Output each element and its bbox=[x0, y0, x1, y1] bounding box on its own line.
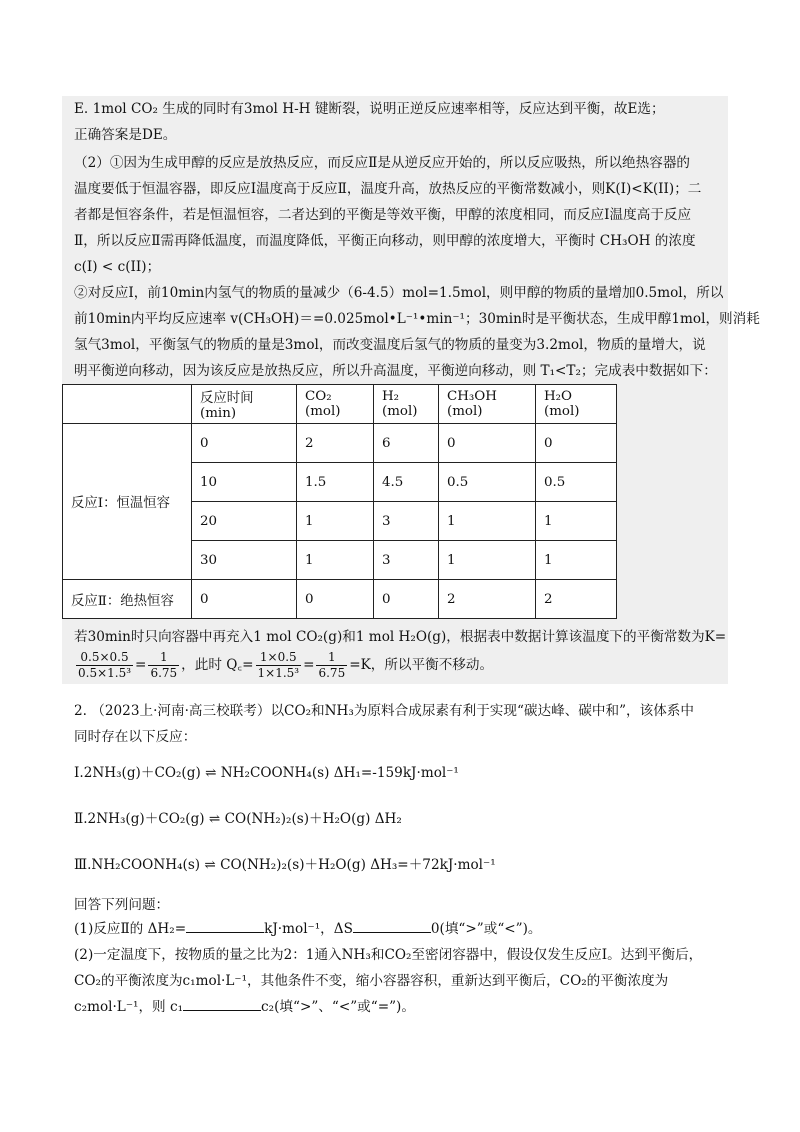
table-header-cell bbox=[63, 385, 192, 424]
table-header-row bbox=[63, 385, 617, 424]
table-cell: 2 bbox=[297, 424, 374, 463]
answer-blank[interactable] bbox=[353, 920, 431, 933]
table-row bbox=[63, 580, 617, 619]
table-cell: 1 bbox=[297, 541, 374, 580]
fraction-k: $\frac{0.5\times 0.5}{\text{0.5×1.5³}}$ bbox=[78, 650, 132, 680]
equilibrium-formula: $\frac{0.5\times 0.5}{\text{0.5×1.5³}}$ = $\frac{1}{6.75}$ ，此时 Q꜀= $\frac{1\times 0.5}{\text{1×1.5³}}$ = $\frac{1}{6.75}$ =K，所以平衡不移动。 bbox=[78, 650, 494, 680]
explanation-line: （2）①因为生成甲醇的反应是放热反应，而反应Ⅱ是从逆反应开始的，所以反应吸热，所以绝热容器的 bbox=[74, 155, 691, 171]
explanation-line: c(I) < c(II)； bbox=[74, 259, 161, 275]
table-header-cell: H₂ (mol) bbox=[374, 385, 439, 424]
table-cell: 0 bbox=[536, 424, 617, 463]
table-cell: 3 bbox=[374, 541, 439, 580]
explanation-line: 明平衡逆向移动，因为该反应是放热反应，所以升高温度，平衡逆向移动，则 T₁<T₂；完成表中数据如下： bbox=[74, 363, 717, 379]
explanation-line: 氢气3mol，平衡氢气的物质的量是3mol，而改变温度后氢气的物质的量变为3.2mol，物质的量增大，说 bbox=[74, 337, 706, 353]
table-cell: 1 bbox=[536, 502, 617, 541]
table-cell: 1.5 bbox=[297, 463, 374, 502]
table-cell: 0.5 bbox=[536, 463, 617, 502]
table-cell: 30 bbox=[192, 541, 297, 580]
table-row bbox=[63, 424, 617, 463]
subquestion-1: (1)反应Ⅱ的 ΔH₂= kJ·mol⁻¹，ΔS 0(填“>”或“<”)。 bbox=[74, 921, 542, 937]
explanation-line: Ⅱ，所以反应Ⅱ需再降低温度，而温度降低，平衡正向移动，则甲醇的浓度增大，平衡时 CH₃OH 的浓度 bbox=[74, 233, 696, 249]
table-cell: 0 bbox=[439, 424, 536, 463]
table-cell: 20 bbox=[192, 502, 297, 541]
subquestion-2-line: (2)一定温度下，按物质的量之比为2：1通入NH₃和CO₂至密闭容器中，假设仅发生反应Ⅰ。达到平衡后， bbox=[74, 947, 703, 963]
question-2-intro: 同时存在以下反应： bbox=[74, 729, 197, 745]
explanation-line: ②对反应Ⅰ，前10min内氢气的物质的量减少（6-4.5）mol=1.5mol，则甲醇的物质的量增加0.5mol，所以 bbox=[74, 285, 724, 301]
group-label-reaction-1: 反应Ⅰ：恒温恒容 bbox=[63, 424, 192, 580]
table-cell: 1 bbox=[536, 541, 617, 580]
data-table bbox=[62, 384, 617, 619]
answer-blank[interactable] bbox=[186, 920, 264, 933]
subquestion-2-line: c₂mol·L⁻¹，则 c₁ c₂(填“>”、“<”或“=”)。 bbox=[74, 999, 415, 1015]
explanation-line: 前10min内平均反应速率 v(CH₃OH)＝=0.025mol•L⁻¹•min⁻¹；30min时是平衡状态，生成甲醇1mol，则消耗 bbox=[74, 311, 760, 327]
fraction-k-value: $\frac{1}{6.75}$ bbox=[150, 650, 178, 680]
table-cell: 1 bbox=[439, 541, 536, 580]
table-cell: 0 bbox=[297, 580, 374, 619]
explanation-line: 温度要低于恒温容器，即反应Ⅰ温度高于反应Ⅱ，温度升高，放热反应的平衡常数减小，则K(I)<K(II)；二 bbox=[74, 181, 702, 197]
table-cell: 0 bbox=[192, 424, 297, 463]
fraction-qc-value: $\frac{1}{6.75}$ bbox=[318, 650, 346, 680]
table-cell: 2 bbox=[439, 580, 536, 619]
fraction-qc: $\frac{1\times 0.5}{\text{1×1.5³}}$ bbox=[257, 650, 300, 680]
table-cell: 0.5 bbox=[439, 463, 536, 502]
answer-blank[interactable] bbox=[183, 998, 261, 1011]
table-cell: 6 bbox=[374, 424, 439, 463]
table-header-cell: 反应时间(min) bbox=[192, 385, 297, 424]
table-cell: 2 bbox=[536, 580, 617, 619]
reaction-2: Ⅱ.2NH₃(g)＋CO₂(g) ⇌ CO(NH₂)₂(s)＋H₂O(g) ΔH₂ bbox=[74, 811, 402, 827]
question-2-intro: 2. （2023上·河南·高三校联考）以CO₂和NH₃为原料合成尿素有利于实现“碳达峰、碳中和”，该体系中 bbox=[74, 703, 694, 719]
table-header-cell: CH₃OH (mol) bbox=[439, 385, 536, 424]
table-header-cell: H₂O (mol) bbox=[536, 385, 617, 424]
table-cell: 4.5 bbox=[374, 463, 439, 502]
table-cell: 1 bbox=[439, 502, 536, 541]
reaction-3: Ⅲ.NH₂COONH₄(s) ⇌ CO(NH₂)₂(s)＋H₂O(g) ΔH₃=＋72kJ·mol⁻¹ bbox=[74, 857, 496, 873]
table-cell: 10 bbox=[192, 463, 297, 502]
group-label-reaction-2: 反应Ⅱ：绝热恒容 bbox=[63, 580, 192, 619]
explanation-line: 者都是恒容条件，若是恒温恒容，二者达到的平衡是等效平衡，甲醇的浓度相同，而反应Ⅰ温度高于反应 bbox=[74, 207, 692, 223]
answer-line-e: E. 1mol CO₂ 生成的同时有3mol H-H 键断裂，说明正逆反应速率相等，反应达到平衡，故E选； bbox=[74, 101, 665, 117]
table-cell: 0 bbox=[374, 580, 439, 619]
subquestion-2-line: CO₂的平衡浓度为c₁mol·L⁻¹，其他条件不变，缩小容器容积，重新达到平衡后，CO₂的平衡浓度为 bbox=[74, 973, 669, 989]
reaction-1: Ⅰ.2NH₃(g)＋CO₂(g) ⇌ NH₂COONH₄(s) ΔH₁=-159kJ·mol⁻¹ bbox=[74, 765, 459, 781]
answer-prompt: 回答下列问题： bbox=[74, 897, 170, 913]
answer-line-correct: 正确答案是DE。 bbox=[74, 127, 177, 143]
table-cell: 3 bbox=[374, 502, 439, 541]
table-header-cell: CO₂ (mol) bbox=[297, 385, 374, 424]
table-cell: 1 bbox=[297, 502, 374, 541]
equilibrium-constant-line: 若30min时只向容器中再充入1 mol CO₂(g)和1 mol H₂O(g)，根据表中数据计算该温度下的平衡常数为K= bbox=[74, 629, 727, 645]
table-cell: 0 bbox=[192, 580, 297, 619]
